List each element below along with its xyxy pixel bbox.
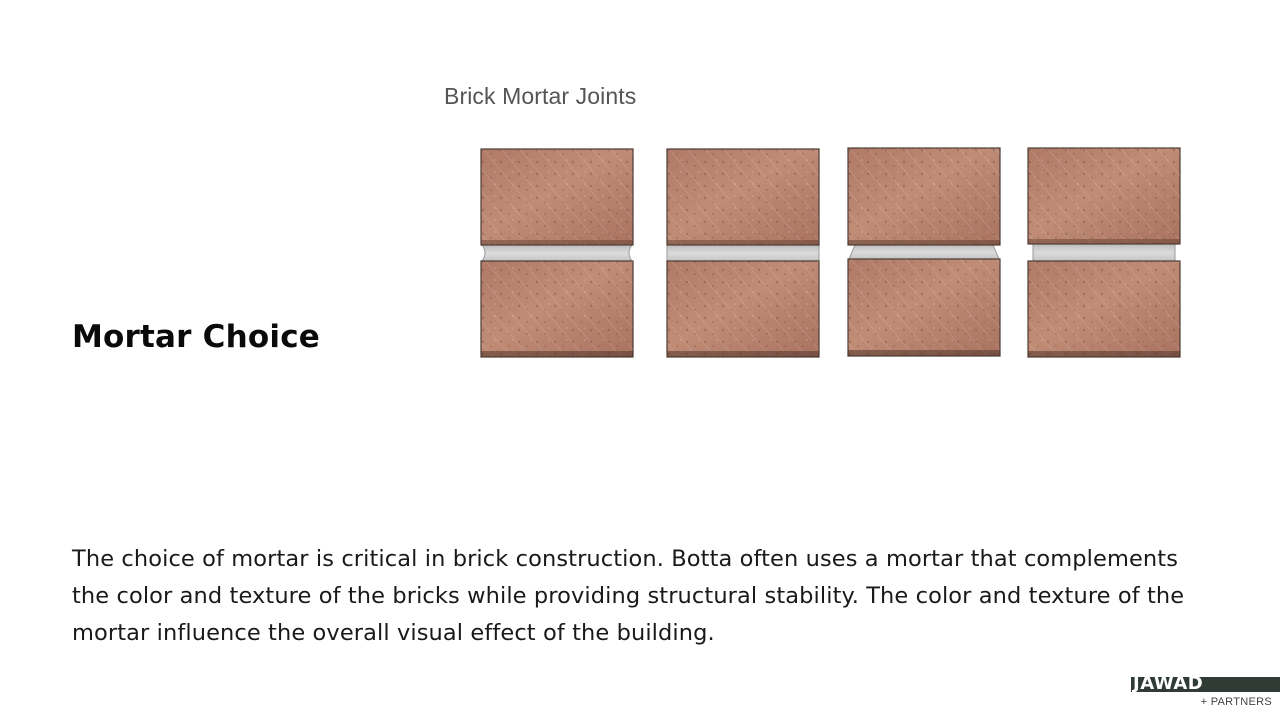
figure-caption: Brick Mortar Joints bbox=[444, 83, 637, 109]
body-paragraph: The choice of mortar is critical in brick construction. Botta often uses a mortar that complements the color and texture of the bricks while providing structural stability. The color and texture of the mortar influence the overall visual effect of the building. bbox=[72, 546, 1185, 646]
flush-joint-sample bbox=[666, 146, 820, 358]
weathered-joint-sample bbox=[847, 146, 1001, 358]
concave-joint-sample bbox=[480, 146, 634, 358]
company-logo bbox=[1131, 673, 1280, 720]
logo-wordmark: JAWAD bbox=[1133, 673, 1204, 694]
logo-tagline: + PARTNERS bbox=[1200, 696, 1272, 708]
raked-joint-sample bbox=[1027, 146, 1181, 358]
slide-title: Mortar Choice bbox=[72, 319, 320, 355]
